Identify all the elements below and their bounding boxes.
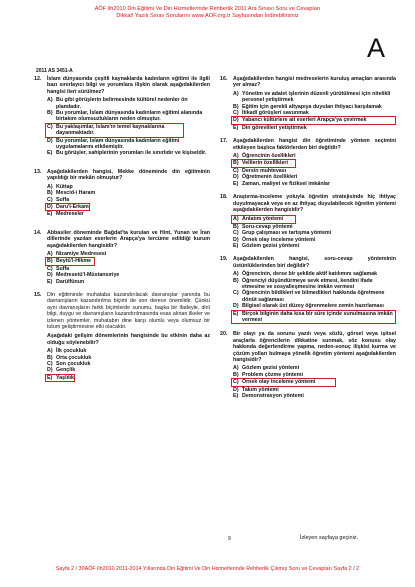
question-text: Araştırma-inceleme yoluyla öğretim stratejisinde hiç ihtiyaç duyulmayacak veya en az ihtiyaç duyulabilecek öğretim yöntemi aşağıdakilerden hangisidir? xyxy=(233,194,396,213)
option-text: Gözlem gezisi yöntemi xyxy=(242,365,300,372)
option-letter: E) xyxy=(233,124,239,131)
option-letter: E) xyxy=(47,150,53,157)
answer-highlight xyxy=(231,215,296,223)
turn-page-note: İzleyen sayfaya geçiniz. xyxy=(300,535,359,541)
option-letter: C) xyxy=(47,196,53,203)
option-letter: C) xyxy=(233,379,239,386)
option-text: Dersin muhtevası xyxy=(242,167,287,174)
question-14 xyxy=(34,230,210,285)
option-text: Öğrencinin özellikleri xyxy=(242,153,296,160)
option-text: Bu gibi görüşlerin belirmesinde kültürel nedenler ön plandadır. xyxy=(56,97,188,110)
left-column xyxy=(34,76,210,382)
answer-highlight xyxy=(231,159,296,167)
question-text: Abbasiler döneminde Bağdat'ta kurulan ve Hint, Yunan ve İran dillerinde yazılan eserlerin Arapça'ya tercüme edildiği kurum aşağıdakilerden hangisidir? xyxy=(47,229,210,249)
option-text: Öğrencinin bildikleri ve bilmedikleri hakkında öğretmene dönüt sağlaması xyxy=(242,290,385,303)
question-number: 14. xyxy=(34,229,42,236)
question-17 xyxy=(220,138,396,187)
option-text: Öğrencinin, derse bir şekilde aktif katılımını sağlamak xyxy=(242,271,378,278)
option-letter: B) xyxy=(233,371,239,378)
option-letter: D) xyxy=(47,272,53,279)
option-letter: D) xyxy=(233,236,239,243)
option-letter: E) xyxy=(233,242,239,249)
option-letter: A) xyxy=(233,271,239,278)
exam-code: 2011 AS 3451-A xyxy=(36,68,73,74)
option-text: Din görevlileri yetiştirmek xyxy=(242,124,307,131)
option-text: Bu yorumlar, İslam dünyasında kadınların eğitimi alanında birtakım olumsuzlukların neden olmuştur. xyxy=(56,110,203,123)
question-number: 18. xyxy=(220,194,228,201)
option-letter: C) xyxy=(47,123,53,130)
option-letter: B) xyxy=(47,258,53,265)
option-letter: C) xyxy=(233,167,239,174)
option-text: Takım yöntemi xyxy=(242,386,279,393)
question-number: 20. xyxy=(220,331,228,338)
option-letter: D) xyxy=(233,303,239,310)
option-letter: A) xyxy=(47,97,53,104)
option-text: Örnek olay inceleme yöntemi xyxy=(242,379,316,386)
option-text: Zaman, maliyet ve fiziksel imkânlar xyxy=(242,180,331,187)
answer-highlight xyxy=(231,116,396,124)
question-text: Aşağıdakilerden hangisi, soru-cevap yönteminin üstünlüklerinden biri değildir? xyxy=(233,256,396,269)
option-letter: A) xyxy=(47,348,53,355)
option-text: Anlatım yöntemi xyxy=(242,216,284,223)
option-letter: E) xyxy=(233,393,239,400)
option-text: Bilgisel olarak üst düzey öğrenmelere zemin hazırlaması xyxy=(242,303,384,310)
question-18 xyxy=(220,194,396,249)
question-subtext: Aşağıdaki gelişim dönemlerinin hangisinde bu etkinin daha az olduğu söylenebilir? xyxy=(47,333,210,346)
header-title: AÖF ilh2010 Din Eğitimi Ve Din Hizmetlerinde Rehberlik 2011 Ara Sınavı Soru ve Cevapları xyxy=(94,6,321,12)
right-column xyxy=(220,76,396,399)
option-letter: B) xyxy=(47,190,53,197)
option-letter: E) xyxy=(47,374,53,381)
question-text: Aşağıdakilerden hangisi, Mekke döneminde din eğitiminin yapıldığı bir mekân olmuştur? xyxy=(47,168,210,182)
answer-highlight xyxy=(45,257,95,265)
question-text: Din eğitiminde muhataba kazandırılacak davranışlar yanında bu davranışların kazandırılma biçimi de son derece önemlidir. Çünkü aynı davranışların farklı biçimlerde sunumu, başka bir ifadeyle, dinî bilgi, duygu ve davranışların kazandırılmasında esas alınan ilkeler ve izlenen yöntemler, muhatabın dine karşı olumlu veya olumsuz bir tutum geliştirmesine etki olacaktır. xyxy=(47,291,210,330)
option-letter: C) xyxy=(47,361,53,368)
answer-highlight xyxy=(45,374,75,382)
option-letter: B) xyxy=(233,160,239,167)
option-text: Eğitim için gerekli altyapıya duyulan ihtiyacı karşılamak xyxy=(242,103,382,110)
option-text: Nizamiye Medresesi xyxy=(56,250,107,257)
option-letter: A) xyxy=(47,183,53,190)
header-subtitle: Dikkat! Yazılı Sınav Sorularını www.AOF.org.tr Sayfasından İndirebilirsiniz xyxy=(116,13,299,19)
option-text: Birçok bilginin daha kısa bir süre içinde sunulmasına imkân vermesi xyxy=(242,310,393,323)
option-text: Soru-cevap yöntemi xyxy=(242,223,293,230)
option-text: Yaşlılık xyxy=(56,374,74,381)
option-text: Bu görüşler, sahiplerinin yorumları ile sınırlıdır ve kişiseldir. xyxy=(56,150,207,157)
option-letter: D) xyxy=(47,137,53,144)
option-text: Bu yorumlar, İslam dünyasında kadınların eğitimi uygulamalarını etkilemiştir. xyxy=(56,137,180,151)
option-letter: E) xyxy=(47,211,53,218)
option-letter: D) xyxy=(233,117,239,124)
question-text: Bir olayı ya da sorunu yazılı veya sözlü, görsel veya işitsel araçlarla öğrencilerin dikkatine sunmak, söz konusu olay hakkında değerlendirme yapma, neden-sonuç ilişkisi kurma ve çözüm yolları bulmaya yönelik öğretim yöntemi aşağıdakilerden hangisidir? xyxy=(233,331,396,364)
option-text: Grup çalışması ve tartışma yöntemi xyxy=(242,230,332,237)
question-text: İslam dünyasında çeşitli kaynaklarda kadınların eğitimi ile ilgili bazı sınırlayıcı bilgi ve yorumlara ilişkin olarak aşağıdakilerden hangisi ileri sürülmez? xyxy=(47,76,210,95)
option-letter: B) xyxy=(233,223,239,230)
option-text: Medreseler xyxy=(56,211,84,218)
option-letter: E) xyxy=(233,310,239,317)
option-text: Demonstrasyon yöntemi xyxy=(242,393,304,400)
question-number: 17. xyxy=(220,138,228,145)
option-text: Küttap xyxy=(56,183,73,190)
option-text: Problem çözme yöntemi xyxy=(242,371,303,378)
footer-text: Sayfa 2 / 30AÖF ilh2010 2011-2014 Yıllarında Din Eğitimi Ve Din Hizmetlerinde Rehberlik Çıkmış Soru ve Cevapları Sayfa 2 / 2 xyxy=(55,566,360,572)
question-16 xyxy=(220,76,396,131)
option-text: Orta çocukluk xyxy=(56,354,92,361)
question-number: 13. xyxy=(34,168,42,175)
question-20 xyxy=(220,331,396,399)
option-letter: C) xyxy=(47,265,53,272)
option-letter: B) xyxy=(233,103,239,110)
option-letter: C) xyxy=(233,230,239,237)
option-text: Beytü'l-Hikme xyxy=(56,258,92,265)
question-12 xyxy=(34,76,210,157)
option-text: Öğrenciyi düşündürmeye sevk etmesi, kendini ifade etmesine ve sosyalleşmesine imkân vermesi xyxy=(242,277,373,290)
answer-highlight xyxy=(45,123,184,138)
option-text: Yönetim ve adalet işlerinin düzenli yürütülmesi için nitelikli personel yetiştirmek xyxy=(242,90,391,104)
answer-highlight xyxy=(231,310,396,325)
option-letter: B) xyxy=(47,354,53,361)
option-letter: A) xyxy=(47,250,53,257)
option-text: Son çocukluk xyxy=(56,361,91,368)
answer-highlight xyxy=(45,203,90,211)
option-letter: D) xyxy=(233,174,239,181)
option-letter: A) xyxy=(233,216,239,223)
option-text: İlk çocukluk xyxy=(56,348,87,355)
option-letter: C) xyxy=(233,290,239,297)
option-letter: E) xyxy=(47,278,53,285)
option-letter: B) xyxy=(233,277,239,284)
option-text: Gençlik xyxy=(56,367,76,374)
option-text: Darülfünun xyxy=(56,278,85,285)
page-number: 9 xyxy=(228,536,231,542)
question-15 xyxy=(34,292,210,382)
option-letter: A) xyxy=(233,365,239,372)
option-letter: A) xyxy=(233,153,239,160)
option-text: Mescid-i Haram xyxy=(56,190,96,197)
option-text: Öğretmenin özellikleri xyxy=(242,174,298,181)
option-text: Bu yaklaşımlar, İslam'ın temel kaynaklarına dayanmaktadır. xyxy=(56,123,165,137)
option-text: Daru'l-Erkam xyxy=(56,203,89,210)
question-number: 16. xyxy=(220,76,228,82)
question-13 xyxy=(34,169,210,218)
option-letter: A) xyxy=(233,90,239,97)
option-letter: E) xyxy=(233,180,239,187)
option-letter: D) xyxy=(47,203,53,210)
answer-highlight xyxy=(231,378,336,386)
option-text: Yabancı kültürlere ait eserleri Arapça'ya çevirmek xyxy=(242,117,367,124)
question-19 xyxy=(220,256,396,324)
option-text: İtikadî görüşleri savunmak xyxy=(242,110,309,117)
option-text: Gözlem gezisi yöntemi xyxy=(242,242,300,249)
question-number: 19. xyxy=(220,256,228,263)
option-letter: D) xyxy=(47,367,53,374)
question-text: Aşağıdakilerden hangisi din öğretiminde yöntem seçimini etkileyen başlıca faktörlerden biri değildir? xyxy=(233,138,396,151)
question-text: Aşağıdakilerden hangisi medreselerin kuruluş amaçları arasında yer almaz? xyxy=(233,76,396,89)
option-text: Suffa xyxy=(56,196,70,203)
option-letter: C) xyxy=(233,110,239,117)
option-text: Örnek olay inceleme yöntemi xyxy=(242,236,316,243)
question-number: 12. xyxy=(34,76,42,82)
option-text: Suffa xyxy=(56,265,70,272)
booklet-letter: A xyxy=(367,33,386,63)
option-letter: B) xyxy=(47,110,53,117)
option-text: Medresetü'l-Müstansıriye xyxy=(56,272,120,279)
option-letter: D) xyxy=(233,386,239,393)
question-number: 15. xyxy=(34,291,42,298)
option-text: Velilerin özellikleri xyxy=(242,160,288,167)
